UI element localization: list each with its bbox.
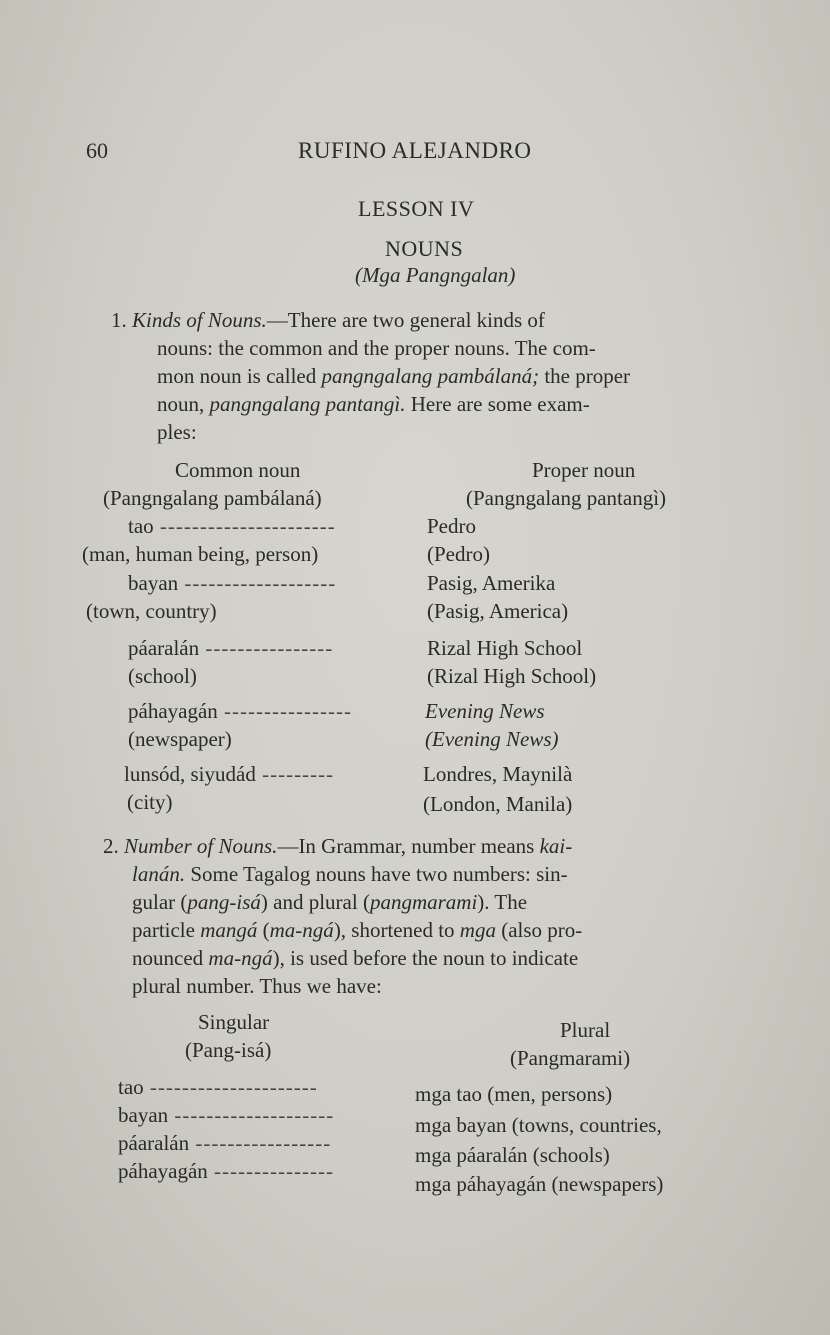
running-head: RUFINO ALEJANDRO bbox=[298, 138, 532, 163]
proper-noun-translation: (London, Manila) bbox=[423, 792, 573, 816]
proper-noun: Rizal High School bbox=[427, 636, 583, 660]
paragraph-line: nouns: the common and the proper nouns. The com- bbox=[157, 336, 596, 360]
lesson-title: LESSON IV bbox=[358, 196, 475, 221]
column-subheader: (Pangmarami) bbox=[510, 1046, 631, 1070]
paragraph-line: nounced ma-ngá), is used before the noun to indicate bbox=[132, 946, 579, 970]
proper-noun-translation: (Pedro) bbox=[427, 542, 490, 566]
proper-noun: Evening News bbox=[425, 699, 545, 723]
paragraph-text: —There are two general kinds of bbox=[266, 308, 545, 332]
column-header: Common noun bbox=[175, 458, 301, 482]
book-page: 60 RUFINO ALEJANDRO LESSON IV NOUNS (Mga Pangngalan) 1. Kinds of Nouns.—There are two general kinds of nouns: the common and the proper nouns. The com- mon noun is called pangngalang pambálaná; the proper noun, pangngalang pantangì. Here are some exam- ples: Common noun (Pangngalang pambálaná) Proper noun (Pangngalang pantangì) tao ---------------------- Pedro (man, human being, person) (Pedro) bayan ------------------- Pasig, Amerika (town, country) (Pasig, America) páaralán ---------------- Rizal High School (school) (Rizal High School) páhayagán ---------------- Evening News (newspaper) (Evening News) lunsód, siyudád --------- Londres, Maynilà (city) (London, Manila) 2. Number of Nouns.—In Grammar, number means kai- lanán. Some Tagalog nouns have two numbers: sin- gular (pang-isá) and plural (pangmarami). The particle mangá (ma-ngá), shortened to mga (also pro- nounced ma-ngá), is used before the noun to indicate plural number. Thus we have: Singular (Pang-isá) Plural (Pangmarami) tao --------------------- mga tao (men, persons) bayan -------------------- mga bayan (towns, countries, páaralán ----------------- mga páaralán (schools) páhayagán --------------- mga páhayagán (newspapers) bbox=[0, 0, 830, 1335]
common-noun-translation: (town, country) bbox=[86, 599, 217, 623]
paragraph-line: lanán. Some Tagalog nouns have two numbers: sin- bbox=[132, 862, 568, 886]
paragraph-line: mon noun is called pangngalang pambálaná; the proper bbox=[157, 364, 631, 388]
table-row: páhayagán --------------- bbox=[118, 1159, 334, 1183]
common-noun-translation: (city) bbox=[127, 790, 173, 814]
section-number: 2. bbox=[103, 834, 119, 858]
lesson-topic-tagalog: (Mga Pangngalan) bbox=[355, 263, 516, 287]
paragraph-line: gular (pang-isá) and plural (pangmarami). The bbox=[132, 890, 528, 914]
table-row: páaralán ---------------- bbox=[128, 636, 334, 660]
paragraph-line: plural number. Thus we have: bbox=[132, 974, 382, 998]
column-subheader: (Pangngalang pambálaná) bbox=[103, 486, 322, 510]
column-subheader: (Pang-isá) bbox=[185, 1038, 272, 1062]
table-row: tao --------------------- bbox=[118, 1075, 318, 1099]
table-row: páaralán ----------------- bbox=[118, 1131, 332, 1155]
table-row: bayan -------------------- bbox=[118, 1103, 335, 1127]
plural-form: mga páhayagán (newspapers) bbox=[415, 1172, 664, 1196]
table-row: tao ---------------------- bbox=[128, 514, 336, 538]
section-heading: Kinds of Nouns. bbox=[132, 308, 267, 332]
section-number: 1. bbox=[111, 308, 127, 332]
paragraph-line: particle mangá (ma-ngá), shortened to mga (also pro- bbox=[132, 918, 583, 942]
section-heading: Number of Nouns. bbox=[124, 834, 278, 858]
column-header: Plural bbox=[560, 1018, 611, 1042]
table-row: lunsód, siyudád --------- bbox=[124, 762, 335, 786]
proper-noun-translation: (Rizal High School) bbox=[427, 664, 597, 688]
paragraph-line: ples: bbox=[157, 420, 197, 444]
plural-form: mga páaralán (schools) bbox=[415, 1143, 610, 1167]
column-subheader: (Pangngalang pantangì) bbox=[466, 486, 667, 510]
proper-noun: Pedro bbox=[427, 514, 476, 538]
plural-form: mga tao (men, persons) bbox=[415, 1082, 613, 1106]
paragraph-line: noun, pangngalang pantangì. Here are some exam- bbox=[157, 392, 590, 416]
plural-form: mga bayan (towns, countries, bbox=[415, 1113, 662, 1137]
page-number: 60 bbox=[86, 138, 108, 163]
common-noun-translation: (school) bbox=[128, 664, 197, 688]
table-row: páhayagán ---------------- bbox=[128, 699, 352, 723]
lesson-topic: NOUNS bbox=[385, 236, 464, 261]
column-header: Singular bbox=[198, 1010, 270, 1034]
proper-noun-translation: (Pasig, America) bbox=[427, 599, 569, 623]
common-noun-translation: (man, human being, person) bbox=[82, 542, 319, 566]
term: pangngalang pambálaná; bbox=[321, 364, 540, 388]
proper-noun-translation: (Evening News) bbox=[425, 727, 559, 751]
common-noun-translation: (newspaper) bbox=[128, 727, 232, 751]
term: pangngalang pantangì. bbox=[209, 392, 406, 416]
proper-noun: Londres, Maynilà bbox=[423, 762, 573, 786]
table-row: bayan ------------------- bbox=[128, 571, 337, 595]
proper-noun: Pasig, Amerika bbox=[427, 571, 556, 595]
column-header: Proper noun bbox=[532, 458, 636, 482]
